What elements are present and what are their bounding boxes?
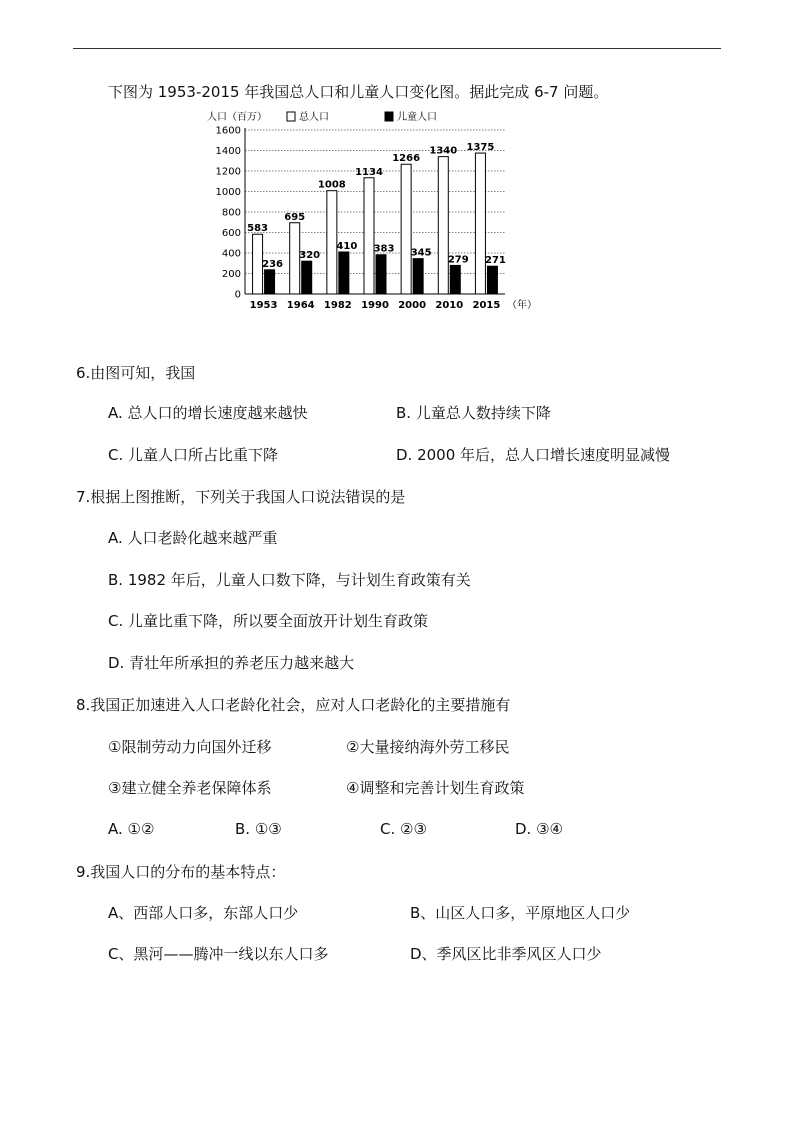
q6-option-c: C. 儿童人口所占比重下降 — [108, 446, 279, 464]
x-tick-label: 1953 — [249, 300, 278, 311]
y-tick-label: 600 — [221, 228, 241, 239]
q9-option-c: C、黑河——腾冲一线以东人口多 — [108, 945, 329, 963]
y-tick-label: 0 — [234, 289, 241, 301]
bar-total-2000 — [401, 164, 411, 294]
y-axis-label: 人口（百万） — [207, 112, 267, 123]
intro-text: 下图为 1953-2015 年我国总人口和儿童人口变化图。据此完成 6-7 问题。 — [108, 83, 609, 101]
q8-statement-1: ①限制劳动力向国外迁移 — [108, 738, 272, 756]
data-label: 320 — [299, 250, 321, 262]
data-label: 1266 — [392, 153, 421, 165]
y-tick-label: 200 — [221, 269, 241, 280]
data-label: 1008 — [317, 179, 346, 191]
data-label: 1340 — [429, 145, 458, 157]
header-rule — [73, 48, 721, 49]
data-label: 695 — [284, 211, 306, 223]
data-label: 583 — [247, 223, 269, 235]
bar-child-2010 — [450, 265, 460, 294]
bar-child-2015 — [487, 266, 497, 294]
data-label: 271 — [484, 255, 506, 267]
legend-swatch-0 — [287, 112, 295, 121]
data-label: 236 — [262, 258, 284, 270]
x-tick-label: 2010 — [435, 300, 464, 311]
q9-option-b: B、山区人口多，平原地区人口少 — [410, 904, 631, 922]
q9-option-d: D、季风区比非季风区人口少 — [410, 945, 602, 963]
q7-option-a: A. 人口老龄化越来越严重 — [108, 529, 278, 547]
data-label: 410 — [336, 240, 358, 252]
q8-option-b: B. ①③ — [235, 820, 282, 838]
q7-stem: 7.根据上图推断，下列关于我国人口说法错误的是 — [76, 488, 406, 506]
q7-option-d: D. 青壮年所承担的养老压力越来越大 — [108, 654, 355, 672]
x-tick-label: 2015 — [472, 300, 501, 311]
y-tick-label: 1600 — [215, 125, 241, 137]
q8-option-c: C. ②③ — [380, 820, 427, 838]
data-label: 279 — [447, 254, 469, 266]
q9-stem: 9.我国人口的分布的基本特点： — [76, 863, 286, 881]
bar-total-1964 — [290, 223, 300, 294]
x-tick-label: 2000 — [398, 300, 427, 311]
y-tick-label: 400 — [221, 248, 241, 260]
x-tick-label: 1964 — [286, 300, 315, 311]
q7-option-b: B. 1982 年后，儿童人口数下降，与计划生育政策有关 — [108, 571, 471, 589]
y-tick-label: 1200 — [215, 166, 241, 178]
q8-option-d: D. ③④ — [515, 820, 563, 838]
y-tick-label: 800 — [221, 207, 241, 219]
bar-child-1982 — [339, 252, 349, 294]
bar-child-2000 — [413, 259, 423, 294]
bar-total-2015 — [475, 153, 485, 294]
q8-stem: 8.我国正加速进入人口老龄化社会，应对人口老龄化的主要措施有 — [76, 696, 511, 714]
legend-label-0: 总人口 — [299, 112, 329, 123]
q6-stem: 6.由图可知，我国 — [76, 364, 196, 382]
q8-statement-3: ③建立健全养老保障体系 — [108, 779, 272, 797]
q6-option-a: A. 总人口的增长速度越来越快 — [108, 404, 308, 422]
data-label: 383 — [373, 243, 395, 255]
population-chart — [205, 108, 537, 313]
y-tick-label: 1400 — [215, 146, 241, 157]
bar-child-1953 — [265, 270, 275, 294]
data-label: 345 — [410, 247, 432, 259]
x-tick-label: 1982 — [323, 300, 352, 311]
q8-statement-4: ④调整和完善计划生育政策 — [346, 779, 525, 797]
y-tick-label: 1000 — [215, 187, 241, 198]
q6-option-b: B. 儿童总人数持续下降 — [396, 404, 551, 422]
q9-option-a: A、西部人口多，东部人口少 — [108, 904, 299, 922]
q7-option-c: C. 儿童比重下降，所以要全面放开计划生育政策 — [108, 612, 429, 630]
data-label: 1134 — [355, 166, 383, 178]
bar-total-1953 — [253, 234, 263, 294]
q8-statement-2: ②大量接纳海外劳工移民 — [346, 738, 510, 756]
data-label: 1375 — [466, 142, 495, 154]
x-axis-label: （年） — [507, 300, 537, 311]
bar-total-1982 — [327, 191, 337, 294]
q8-option-a: A. ①② — [108, 820, 155, 838]
bar-child-1990 — [376, 255, 386, 294]
bar-total-2010 — [438, 157, 448, 294]
legend-swatch-1 — [385, 112, 393, 121]
legend-label-1: 儿童人口 — [397, 112, 437, 123]
bar-total-1990 — [364, 178, 374, 294]
x-tick-label: 1990 — [361, 300, 389, 311]
bar-child-1964 — [302, 261, 312, 294]
q6-option-d: D. 2000 年后，总人口增长速度明显减慢 — [396, 446, 671, 464]
